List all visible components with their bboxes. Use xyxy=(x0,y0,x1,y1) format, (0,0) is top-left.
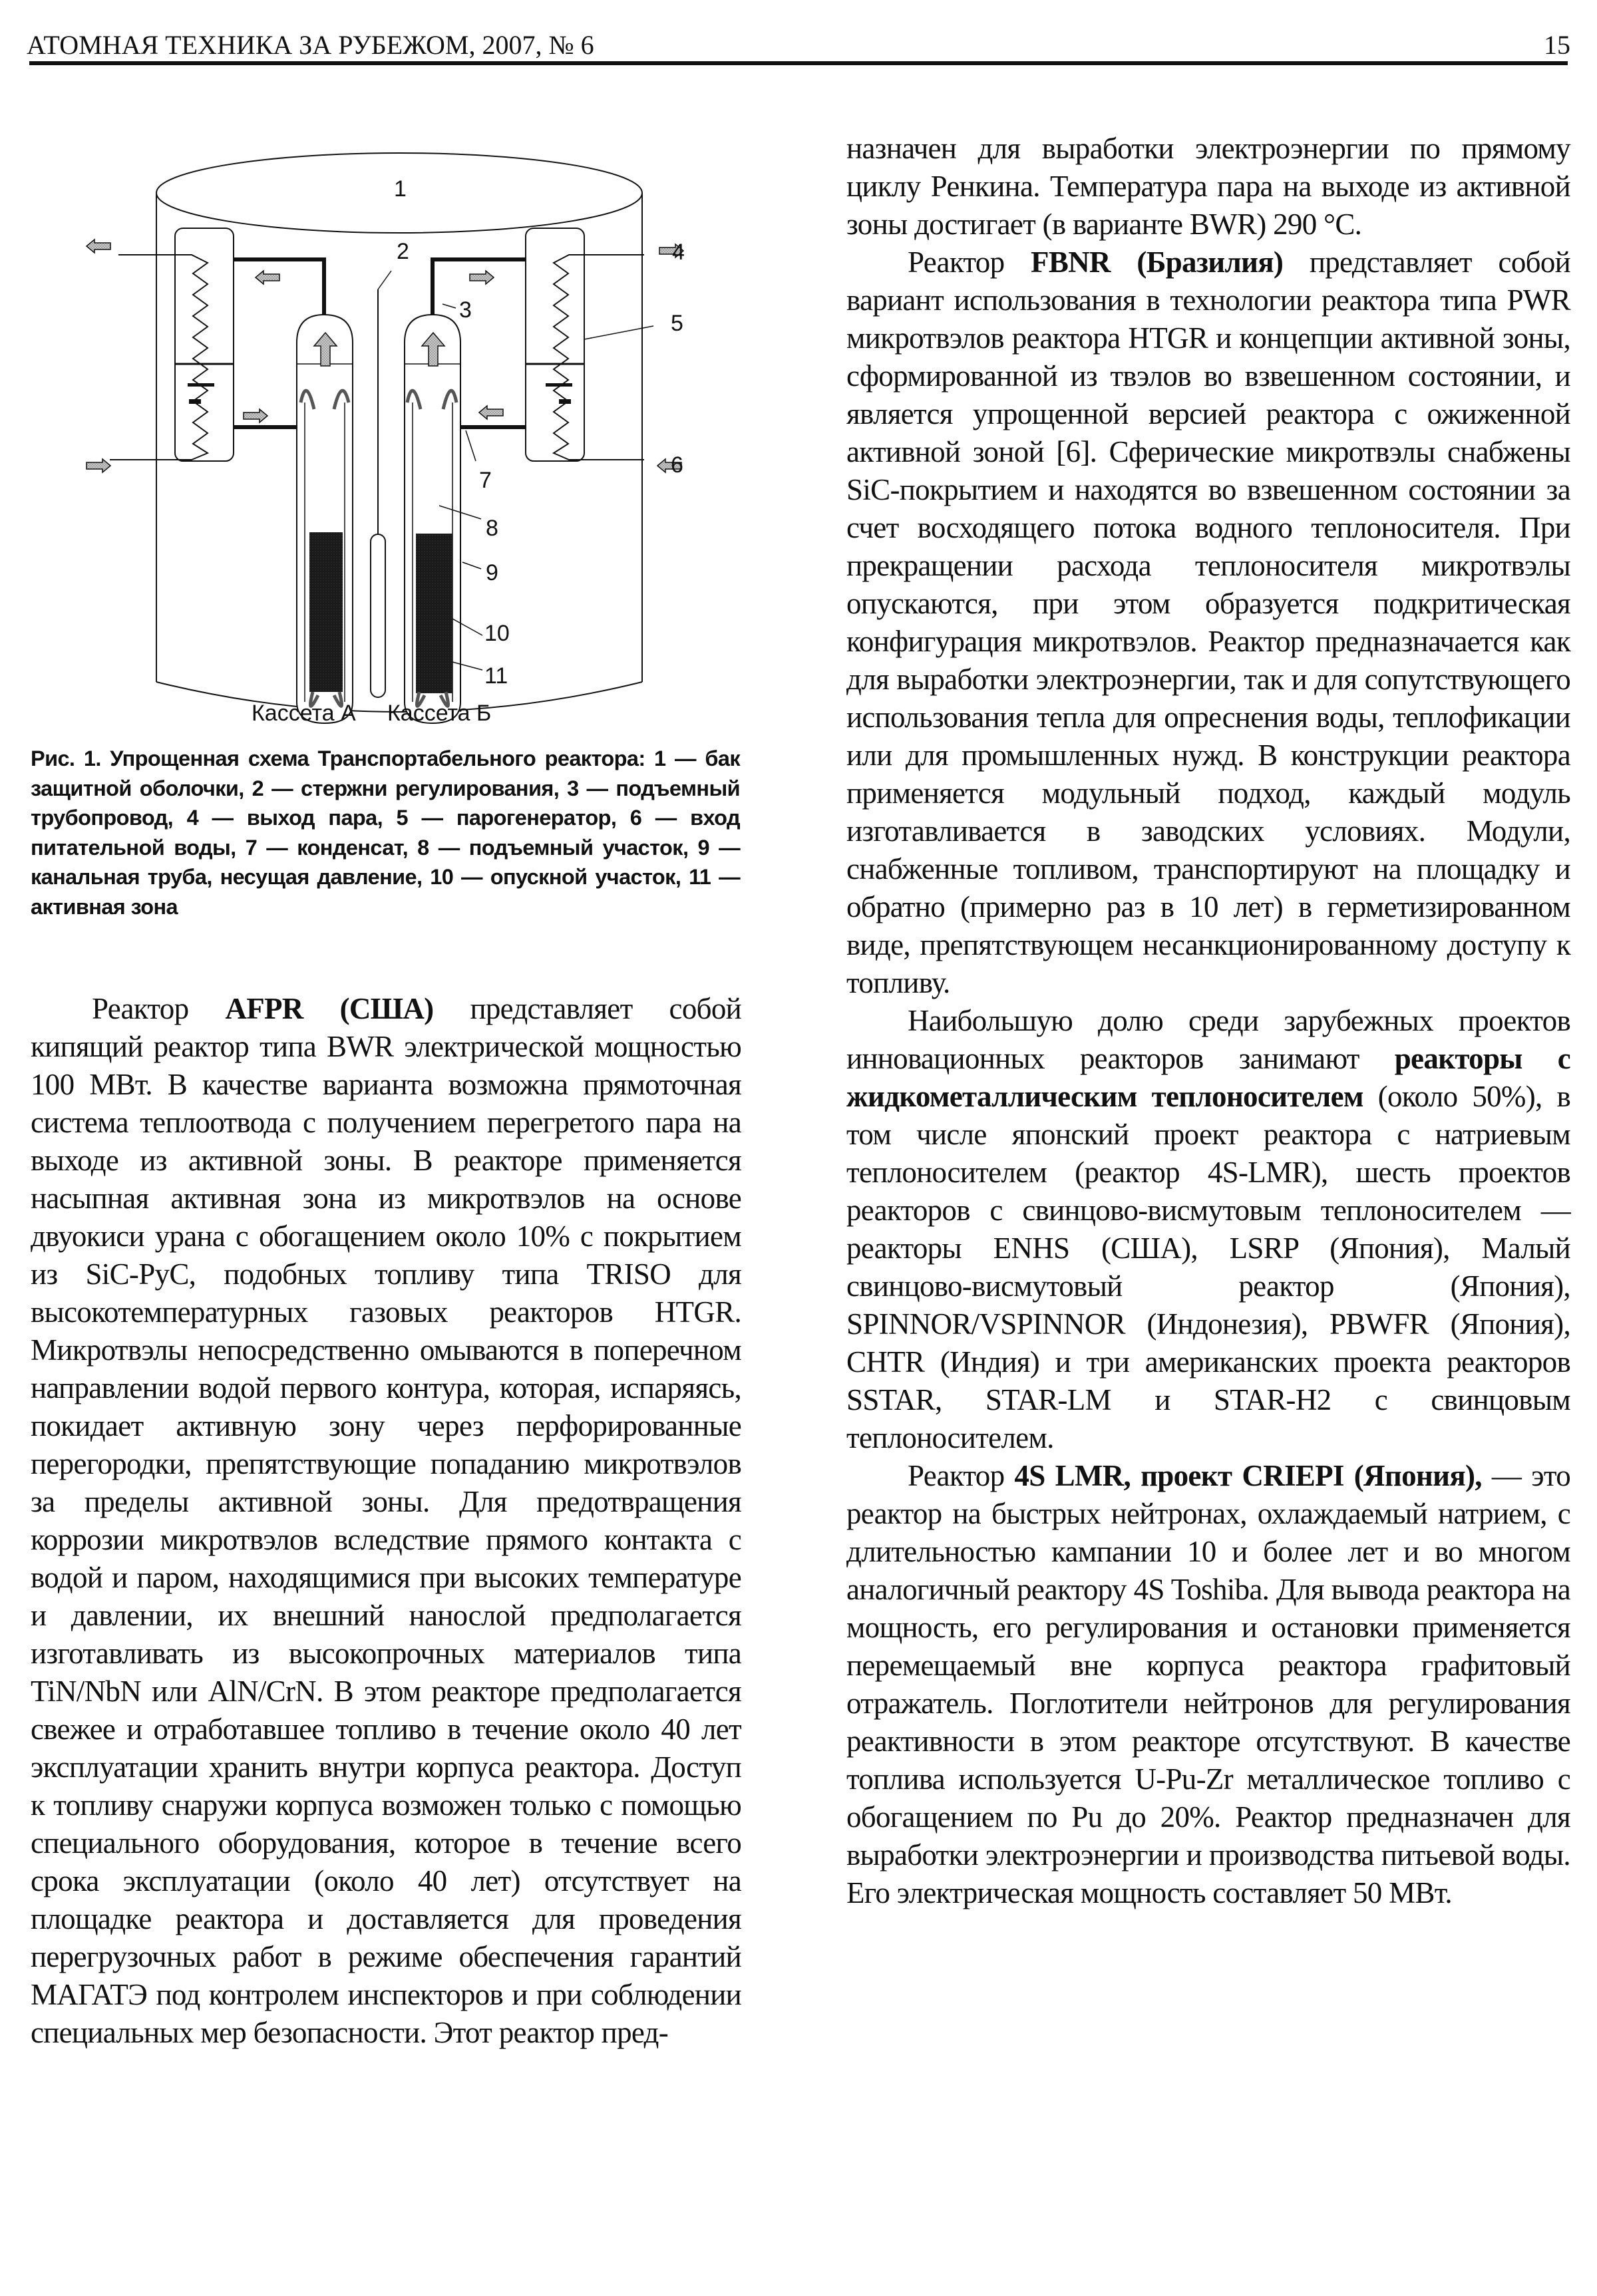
condensate-arrow-left xyxy=(244,409,267,422)
reactor-name-4s-lmr: 4S LMR, проект CRIEPI (Япония), xyxy=(1014,1459,1482,1492)
label-2: 2 xyxy=(397,239,409,264)
text-run: Реактор xyxy=(908,1459,1015,1492)
steam-generator-left xyxy=(110,228,234,461)
paragraph-4s-lmr xyxy=(846,1457,1570,1912)
text-run: — это реактор на быстрых нейтронах, охлаждаемый натрием, с длительностью кампании 10 и более лет и во многом аналогичный реактору 4S Toshiba. Для вывода реактора на мощность, его регулирования и остановки применяется перемещаемый вне корпуса реактора графитовый отражатель. Поглотители нейтронов для регулирования реактивности в этом реакторе отсутствуют. В качестве топлива используется U-Pu-Zr металлическое топливо с обогащением по Pu до 20%. Реактор предназначен для выработки электроэнергии и производства питьевой воды. Его электрическая мощность составляет 50 МВт. xyxy=(846,1459,1570,1909)
riser-pipes xyxy=(234,259,526,427)
reactor-name-fbnr: FBNR (Бразилия) xyxy=(1031,246,1284,279)
cassette-a-label: Кассета А xyxy=(252,701,356,726)
label-7: 7 xyxy=(479,468,492,493)
header-rule xyxy=(29,61,1568,65)
control-rod xyxy=(371,289,385,697)
label-11: 11 xyxy=(484,663,508,689)
figure-caption: Рис. 1. Упрощенная схема Транспортабельного реактора: 1 — бак защитной оболочки, 2 — стержни регулирования, 3 — подъемный трубопровод, 4 — выход пара, 5 — парогенератор, 6 — вход питательной воды, 7 — конденсат, 8 — подъемный участок, 9 — канальная труба, несущая давление, 10 — опускной участок, 11 — активная зона xyxy=(31,746,740,919)
label-8: 8 xyxy=(486,516,498,541)
cassette-b xyxy=(405,315,460,723)
label-3: 3 xyxy=(459,297,472,323)
left-column xyxy=(31,990,741,2052)
label-6: 6 xyxy=(671,452,683,478)
steam-generator-right xyxy=(526,228,644,461)
feedwater-in-arrow-left xyxy=(87,459,110,472)
liquid-metal-reactors-term: реакторы с жидкометаллическим теплоносителем xyxy=(846,1042,1570,1113)
text-run: представляет собой кипящий реактор типа BWR электрической мощностью 100 МВт. В качестве варианта возможна прямоточная система теплоотвода с получением перегретого пара на выходе из активной зоны. В реакторе применяется насыпная активная зона из микротвэлов на основе двуокиси урана с обогащением около 10% с покрытием из SiC-PyC, подобных топливу типа TRISO для высокотемпературных газовых реакторов HTGR. Микротвэлы непосредственно омываются в поперечном направлении водой первого контура, которая, испаряясь, покидает активную зону через перфорированные перегородки, препятствующие попаданию микротвэлов за пределы активной зоны. Для предотвращения коррозии микротвэлов вследствие прямого контакта с водой и паром, находящимися при высоких температуре и давлении, их внешний нанослой предполагается изготавливать из высокопрочных материалов типа TiN/NbN или AlN/CrN. В этом реакторе предполагается свежее и отработавшее топливо в течение около 40 лет эксплуатации хранить внутри корпуса реактора. Доступ к топливу снаружи корпуса возможен только с помощью специального оборудования, которое в течение всего срока эксплуатации (около 40 лет) отсутствует на площадке реактора и доставляется для проведения перегрузочных работ в режиме обеспечения гарантий МАГАТЭ под контролем инспекторов и при соблюдении специальных мер безопасности. Этот реактор пред- xyxy=(31,992,742,2049)
label-5: 5 xyxy=(671,311,683,336)
cassette-a xyxy=(297,315,353,723)
reactor-schematic-figure xyxy=(80,130,719,729)
cassette-b-label: Кассета Б xyxy=(387,701,492,726)
paragraph-fbnr xyxy=(846,244,1570,1002)
text-run: Наибольшую долю среди зарубежных проектов инновационных реакторов занимают xyxy=(846,1004,1570,1075)
reactor-diagram xyxy=(80,130,719,729)
reactor-name-afpr: AFPR (США) xyxy=(225,992,434,1025)
label-1: 1 xyxy=(394,176,407,202)
label-9: 9 xyxy=(486,560,498,585)
text-run: (около 50%), в том числе японский проект реактора с натриевым теплоносителем (реактор 4S-LMR), шесть проектов реакторов с свинцово-висмутовым теплоносителем — реакторы ENHS (США), LSRP (Япония), Малый свинцово-висмутовый реактор (Япония), SPINNOR/VSPINNOR (Индонезия), PBWFR (Япония), CHTR (Индия) и три американских проекта реакторов SSTAR, STAR-LM и STAR-H2 с свинцовым теплоносителем. xyxy=(846,1080,1570,1454)
text-run: представляет собой вариант использования в технологии реактора типа PWR микротвэлов реактора HTGR и концепции активной зоны, сформированной из твэлов во взвешенном состоянии, и является упрощенной версией реактора с ожиженной активной зоной [6]. Сферические микротвэлы снабжены SiC-покрытием и находятся во взвешенном состоянии за счет восходящего потока водного теплоносителя. При прекращении расхода теплоносителя микротвэлы опускаются, при этом образуется подкритическая конфигурация микротвэлов. Реактор предназначается как для выработки электроэнергии, так и для сопутствующего использования тепла для опреснения воды, теплофикации или для промышленных нужд. В конструкции реактора применяется модульный подход, каждый модуль изготавливается в заводских условиях. Модули, снабженные топливом, транспортируют на площадку и обратно (примерно раз в 10 лет) в герметизированном виде, препятствующем несанкционированному доступу к топливу. xyxy=(846,246,1570,999)
paragraph-liquid-metal xyxy=(846,1002,1570,1457)
riser-arrow-left xyxy=(256,271,279,284)
steam-out-arrow-left xyxy=(87,240,110,253)
right-column xyxy=(846,130,1570,1912)
paragraph-afpr-continued: назначен для выработки электроэнергии по прямому циклу Ренкина. Температура пара на выходе из активной зоны достигает (в варианте BWR) 290 °С. xyxy=(846,132,1570,241)
label-4: 4 xyxy=(672,240,685,265)
label-10: 10 xyxy=(484,621,510,646)
riser-arrow-right xyxy=(470,271,494,284)
running-head xyxy=(27,25,1570,65)
condensate-arrow-right xyxy=(479,406,503,419)
journal-title: АТОМНАЯ ТЕХНИКА ЗА РУБЕЖОМ, 2007, № 6 xyxy=(27,30,594,60)
text-run: Реактор xyxy=(908,246,1031,279)
text-run: Реактор xyxy=(92,992,226,1025)
page-number: 15 xyxy=(1544,30,1570,60)
paragraph-afpr xyxy=(31,990,741,2052)
